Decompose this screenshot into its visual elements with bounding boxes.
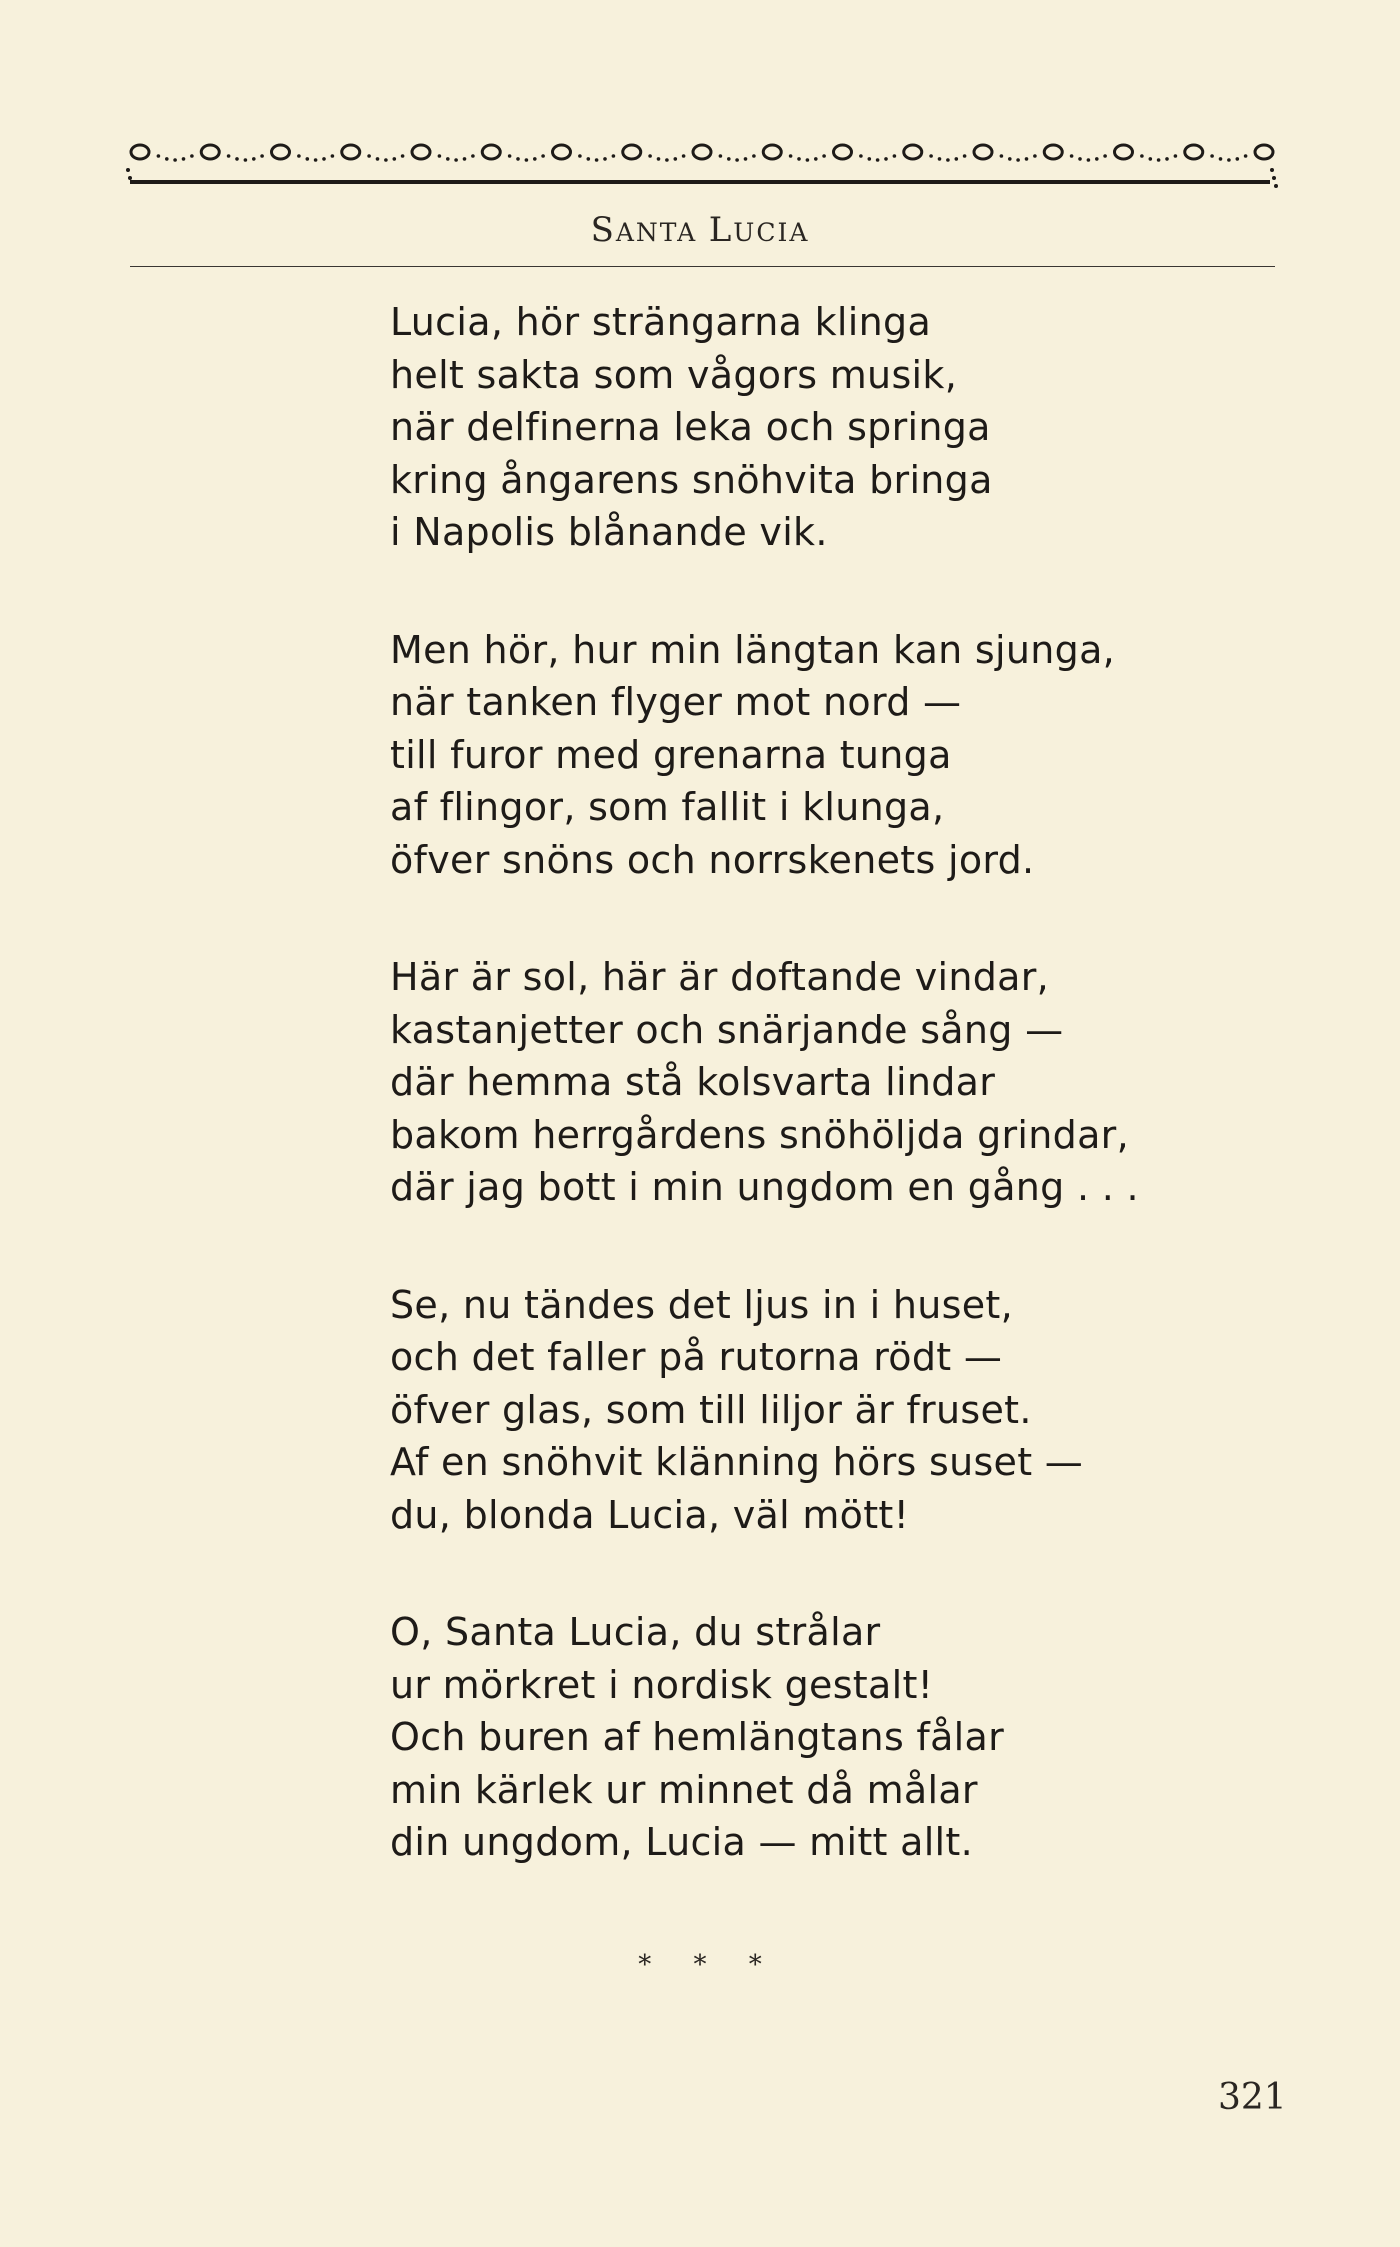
ornament-dot (438, 154, 442, 158)
poem-line: din ungdom, Lucia — mitt allt. (390, 1820, 973, 1864)
ornament-dot (1033, 154, 1037, 158)
ornament-ring (834, 145, 852, 159)
ornament-ring (342, 145, 360, 159)
ornament-dot (541, 154, 545, 158)
ornament-ring (131, 145, 149, 159)
poem-line: och det faller på rutorna rödt — (390, 1335, 1003, 1379)
ornament-dot (752, 154, 756, 158)
ornament-dot (612, 154, 616, 158)
stanza (390, 624, 1250, 887)
ornament-dot (822, 154, 826, 158)
ornament-ring (272, 145, 290, 159)
ornament-ring (553, 145, 571, 159)
ornament-dot (157, 154, 161, 158)
poem (390, 296, 1250, 1934)
poem-line: Och buren af hemlängtans fålar (390, 1715, 1005, 1759)
poem-line: Af en snöhvit klänning hörs suset — (390, 1440, 1084, 1484)
ornament-dot (1165, 157, 1169, 161)
ornament-ring (974, 145, 992, 159)
ornament-dot (719, 154, 723, 158)
ornament-dot (454, 158, 458, 162)
poem-line: af flingor, som fallit i klunga, (390, 785, 945, 829)
ornament-ring (1044, 145, 1062, 159)
poem-line: till furor med grenarna tunga (390, 732, 952, 777)
ornament-dot (331, 154, 335, 158)
ornament-dot (955, 157, 959, 161)
poem-line: öfver glas, som till liljor är fruset. (390, 1387, 1032, 1432)
ornament-ring (201, 145, 219, 159)
ornament-ring (623, 145, 641, 159)
ornament-dot (876, 158, 880, 162)
ornament-ring (763, 145, 781, 159)
poem-line: Men hör, hur min längtan kan sjunga, (390, 627, 1116, 672)
poem-line: bakom herrgårdens snöhöljda grindar, (390, 1112, 1129, 1157)
stanza (390, 1279, 1250, 1542)
decorative-border-ornament (124, 124, 1279, 194)
header-rule (130, 266, 1275, 267)
ornament-dot (595, 158, 599, 162)
ornament-dot (744, 157, 748, 161)
poem-line: där jag bott i min ungdom en gång . . . (390, 1165, 1139, 1209)
ornament-dot (376, 157, 380, 161)
ornament-ring (693, 145, 711, 159)
ornament-dot (1157, 158, 1161, 162)
ornament-dot (235, 157, 239, 161)
ornament-dot (384, 158, 388, 162)
ornament-dot (735, 158, 739, 162)
ornament-dot (471, 154, 475, 158)
ornament-dot (727, 157, 731, 161)
poem-line: du, blonda Lucia, väl mött! (390, 1492, 910, 1537)
header-title-initial: L (708, 210, 734, 250)
ornament-dot (682, 154, 686, 158)
ornament-dot (1140, 154, 1144, 158)
page-number: 321 (1218, 2077, 1287, 2118)
ornament-dot (814, 157, 818, 161)
poem-line: kring ångarens snöhvita bringa (390, 457, 993, 502)
ornament-dot (393, 157, 397, 161)
ornament-dot (525, 158, 529, 162)
ornament-dot (1095, 157, 1099, 161)
ornament-dot (314, 158, 318, 162)
ornament-dot (1087, 158, 1091, 162)
page-header-title (0, 210, 1400, 250)
ornament-dot (1236, 157, 1240, 161)
ornament-dot (1008, 157, 1012, 161)
section-separator-stars: * * * (638, 1950, 762, 1980)
ornament-dot (963, 154, 967, 158)
ornament-dot (1016, 158, 1020, 162)
ornament-ring (1115, 145, 1133, 159)
poem-line: Se, nu tändes det ljus in i huset, (390, 1282, 1013, 1327)
poem-line: O, Santa Lucia, du strålar (390, 1610, 881, 1654)
ornament-dot (1103, 154, 1107, 158)
ornament-dot (665, 158, 669, 162)
stanza (390, 951, 1250, 1214)
ornament-dot (297, 154, 301, 158)
poem-line: när tanken flyger mot nord — (390, 680, 962, 724)
ornament-dot (603, 157, 607, 161)
header-title-initial: S (590, 210, 616, 250)
ornament-dot (1174, 154, 1178, 158)
ornament-dot (884, 157, 888, 161)
ornament-ring (482, 145, 500, 159)
ornament-dot (1210, 154, 1214, 158)
ornament-dot (806, 158, 810, 162)
ornament-dot (578, 154, 582, 158)
poem-line: öfver snöns och norrskenets jord. (390, 837, 1035, 882)
stanza (390, 1606, 1250, 1869)
ornament-dot (1078, 157, 1082, 161)
ornament-dot (463, 157, 467, 161)
ornament-dot (260, 154, 264, 158)
ornament-dot (533, 157, 537, 161)
ornament-dot (859, 154, 863, 158)
ornament-dot (946, 158, 950, 162)
ornament-dot (797, 157, 801, 161)
ornament-dot (674, 157, 678, 161)
ornament-dot (587, 157, 591, 161)
ornament-dot (1000, 154, 1004, 158)
poem-line: kastanjetter och snärjande sång — (390, 1007, 1064, 1052)
header-title-word (708, 210, 810, 250)
ornament-dot (508, 154, 512, 158)
poem-line: i Napolis blånande vik. (390, 510, 828, 554)
ornament-dot (227, 154, 231, 158)
ornament-dot (1025, 157, 1029, 161)
ornament-dot (446, 157, 450, 161)
ornament-ring (1255, 145, 1273, 159)
poem-line: där hemma stå kolsvarta lindar (390, 1060, 996, 1104)
poem-line: Här är sol, här är doftande vindar, (390, 955, 1050, 999)
ornament-dot (648, 154, 652, 158)
ornament-dot (868, 157, 872, 161)
ornament-dot (516, 157, 520, 161)
poem-line: ur mörkret i nordisk gestalt! (390, 1662, 934, 1707)
ornament-dot (789, 154, 793, 158)
ornament-dot (244, 158, 248, 162)
poem-line: när delfinerna leka och springa (390, 405, 991, 449)
stanza (390, 296, 1250, 559)
ornament-dot (252, 157, 256, 161)
header-title-rest: UCIA (733, 218, 810, 247)
header-title-rest: ANTA (615, 218, 698, 247)
ornament-ring (904, 145, 922, 159)
ornament-ring (1185, 145, 1203, 159)
ornament-dot (1219, 157, 1223, 161)
ornament-dot (401, 154, 405, 158)
header-title-word (590, 210, 698, 250)
ornament-dot (165, 157, 169, 161)
ornament-dot (306, 157, 310, 161)
ornament-dot (938, 157, 942, 161)
ornament-dot (1227, 158, 1231, 162)
poem-line: Lucia, hör strängarna klinga (390, 300, 932, 344)
ornament-dot (190, 154, 194, 158)
ornament-dot (1244, 154, 1248, 158)
ornament-dot (173, 158, 177, 162)
ornament-dot (182, 157, 186, 161)
ornament-dot (1149, 157, 1153, 161)
poem-line: min kärlek ur minnet då målar (390, 1767, 978, 1812)
ornament-ring (412, 145, 430, 159)
ornament-dot (929, 154, 933, 158)
ornament-dot (322, 157, 326, 161)
ornament-dot (1070, 154, 1074, 158)
poem-line: helt sakta som vågors musik, (390, 352, 958, 397)
ornament-dot (893, 154, 897, 158)
ornament-dot (367, 154, 371, 158)
ornament-dot (657, 157, 661, 161)
